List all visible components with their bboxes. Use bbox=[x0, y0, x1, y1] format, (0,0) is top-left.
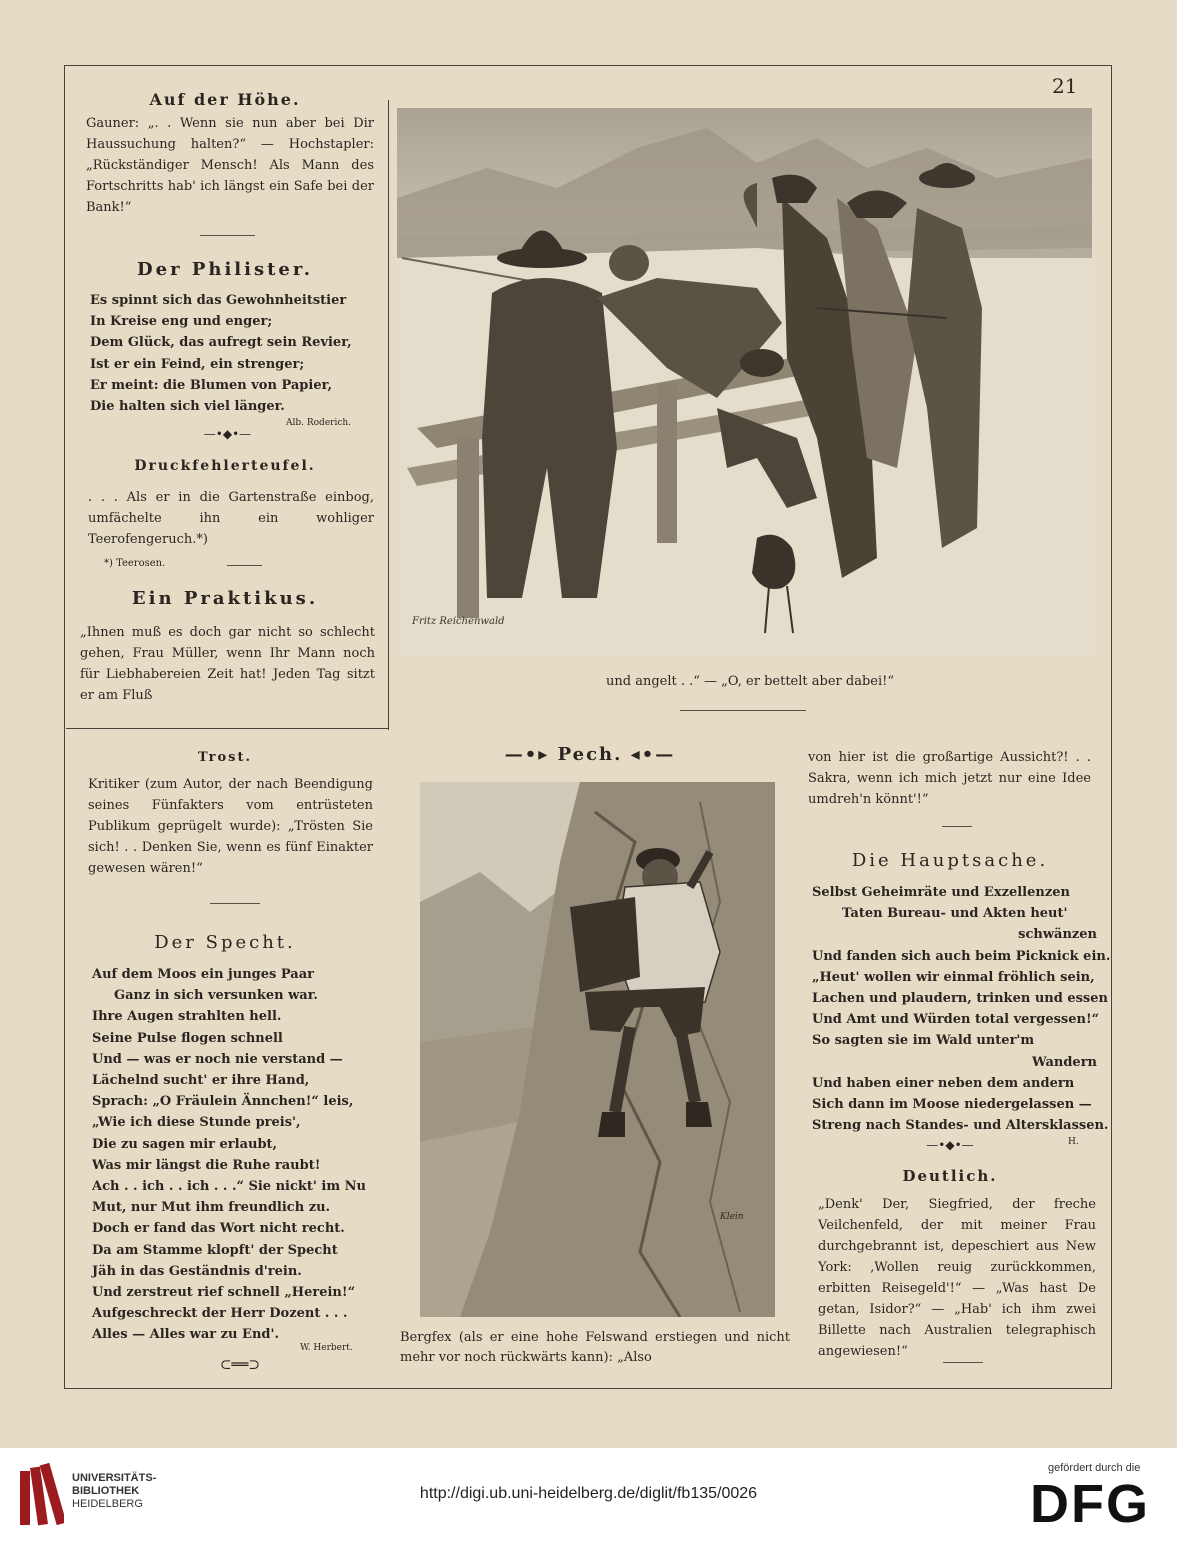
caption-top-illustration: und angelt . .“ — „O, er bettelt aber dabei!“ bbox=[606, 674, 894, 689]
poem-line: Und fanden sich auch beim Picknick ein. bbox=[812, 948, 1111, 964]
funding-label: gefördert durch die bbox=[1048, 1462, 1141, 1474]
poem-line: So sagten sie im Wald unter'm bbox=[812, 1033, 1035, 1049]
climber-signature: Klein bbox=[720, 1212, 744, 1222]
poem-line: Auf dem Moos ein junges Paar bbox=[92, 967, 314, 982]
poem-line: „Heut' wollen wir einmal fröhlich sein, bbox=[812, 969, 1095, 985]
poem-line: Doch er fand das Wort nicht recht. bbox=[92, 1221, 345, 1237]
poem-line: Mut, nur Mut ihm freundlich zu. bbox=[92, 1200, 331, 1216]
poem-line: Die zu sagen mir erlaubt, bbox=[92, 1136, 278, 1152]
poem-line: Es spinnt sich das Gewohnheitstier bbox=[90, 293, 347, 308]
illustration-drawing bbox=[397, 108, 1092, 656]
poem-line: Und haben einer neben dem andern bbox=[812, 1075, 1075, 1091]
permalink-url[interactable]: http://digi.ub.uni-heidelberg.de/diglit/fb135/0026 bbox=[419, 1485, 758, 1502]
column-divider-top bbox=[388, 100, 389, 730]
ornament: ⊂══⊃ bbox=[219, 1357, 261, 1373]
poem-line: Aufgeschreckt der Herr Dozent . . . bbox=[92, 1306, 348, 1322]
library-line: UNIVERSITÄTS- bbox=[72, 1472, 157, 1484]
title-auf-der-hoehe: Auf der Höhe. bbox=[149, 90, 301, 109]
author-philister: Alb. Roderich. bbox=[286, 418, 352, 428]
page-number: 21 bbox=[1052, 74, 1078, 98]
poem-line: Jäh in das Geständnis d'rein. bbox=[92, 1263, 302, 1279]
poem-line: Lächelnd sucht' er ihre Hand, bbox=[92, 1073, 310, 1089]
rule bbox=[227, 565, 262, 566]
poem-line: Seine Pulse flogen schnell bbox=[92, 1030, 283, 1046]
caption-pech: Bergfex (als er eine hohe Felswand erstiegen und nicht mehr vor noch rückwärts kann): „Also bbox=[400, 1330, 790, 1365]
poem-line: Taten Bureau- und Akten heut' bbox=[842, 906, 1068, 922]
poem-line: Und zerstreut rief schnell „Herein!“ bbox=[92, 1285, 356, 1301]
ornament: —•◆•— bbox=[926, 1138, 974, 1152]
poem-line: Dem Glück, das aufregt sein Revier, bbox=[90, 335, 352, 351]
poem-line: Sich dann im Moose niedergelassen — bbox=[812, 1097, 1092, 1113]
footer-bar bbox=[0, 1448, 1177, 1546]
rule bbox=[680, 710, 806, 711]
poem-line: Lachen und plaudern, trinken und essen bbox=[812, 991, 1108, 1007]
poem-line: Und Amt und Würden total vergessen!“ bbox=[812, 1012, 1100, 1028]
title-pech bbox=[500, 744, 680, 765]
rule bbox=[942, 826, 972, 827]
dfg-logo[interactable]: DFG bbox=[1030, 1474, 1150, 1534]
title-druckfehler: Druckfehlerteufel. bbox=[134, 458, 316, 474]
poem-line: Die halten sich viel länger. bbox=[90, 399, 285, 415]
title-philister: Der Philister. bbox=[137, 259, 313, 280]
poem-hauptsache bbox=[812, 882, 1111, 1136]
pech-title: Pech. bbox=[557, 744, 623, 765]
title-trost: Trost. bbox=[197, 750, 253, 765]
poem-line: Er meint: die Blumen von Papier, bbox=[90, 377, 333, 393]
title-hauptsache: Die Hauptsache. bbox=[851, 850, 1049, 871]
poem-line: Ach . . ich . . ich . . .“ Sie nickt' im Nu bbox=[92, 1179, 366, 1195]
rule bbox=[200, 235, 255, 236]
poem-line: Und — was er noch nie verstand — bbox=[92, 1051, 343, 1067]
illustration-fishing-beggar bbox=[397, 108, 1092, 656]
title-deutlich: Deutlich. bbox=[902, 1167, 998, 1185]
illustration-signature: Fritz Reichenwald bbox=[412, 616, 505, 627]
poem-line: schwänzen bbox=[1018, 927, 1097, 943]
poem-line: Ist er ein Feind, ein strenger; bbox=[90, 356, 305, 372]
section-divider bbox=[66, 728, 388, 729]
author-specht: W. Herbert. bbox=[300, 1343, 353, 1353]
poem-philister bbox=[90, 290, 380, 417]
poem-line: Sprach: „O Fräulein Ännchen!“ leis, bbox=[92, 1094, 354, 1110]
text-trost: Kritiker (zum Autor, der nach Beendigung seines Fünfakters vom entrüsteten Publikum geprügelt wurde): „Trösten Sie sich! . . Denken Sie, wenn es fünf Einakter gewesen wären!“ bbox=[88, 777, 373, 876]
poem-line: Selbst Geheimräte und Exzellenzen bbox=[812, 885, 1070, 900]
poem-specht bbox=[92, 964, 382, 1346]
poem-line: Was mir längst die Ruhe raubt! bbox=[92, 1157, 321, 1173]
rule bbox=[210, 903, 260, 904]
library-line: HEIDELBERG bbox=[72, 1498, 143, 1510]
ornament-right: ◂•— bbox=[622, 744, 676, 765]
text-praktikus: „Ihnen muß es doch gar nicht so schlecht gehen, Frau Müller, wenn Ihr Mann noch für Liebhabereien Zeit hat! Jeden Tag sitzt er am Fluß bbox=[80, 625, 375, 703]
poem-line: Ganz in sich versunken war. bbox=[114, 988, 318, 1004]
title-praktikus: Ein Praktikus. bbox=[131, 588, 319, 609]
text-pech-continuation: von hier ist die großartige Aussicht?! . . Sakra, wenn ich mich jetzt nur eine Idee umdreh'n könnt'!“ bbox=[808, 750, 1091, 807]
text-auf-der-hoehe: Gauner: „. . Wenn sie nun aber bei Dir Haussuchung halten?“ — Hochstapler: „Rückständiger Mensch! Als Mann des Fortschritts hab' ich längst ein Safe bei der Bank!“ bbox=[86, 116, 374, 215]
illustration-climber bbox=[420, 782, 775, 1317]
poem-line: Ihre Augen strahlten hell. bbox=[92, 1009, 282, 1025]
footnote-druckfehler: *) Teerosen. bbox=[104, 558, 166, 569]
climber-drawing bbox=[420, 782, 775, 1317]
text-druckfehler: . . . Als er in die Gartenstraße einbog, umfächelte ihn ein wohliger Teerofengeruch.*) bbox=[88, 490, 374, 547]
ornament: —•◆•— bbox=[203, 427, 252, 441]
title-specht: Der Specht. bbox=[154, 932, 296, 953]
rule bbox=[943, 1362, 983, 1363]
text-deutlich: „Denk' Der, Siegfried, der freche Veilchenfeld, der mit meiner Frau durchgebrannt ist, depeschiert aus New York: ‚Wollen reuig zurückkommen, erbitten Reisegeld'!“ — „Was hast De getan, Isidor?“ — „Hab' ich ihm zwei Billette nach Australien telegraphisch angewiesen!“ bbox=[818, 1197, 1096, 1359]
poem-line: „Wie ich diese Stunde preis', bbox=[92, 1115, 301, 1131]
author-hauptsache: H. bbox=[1068, 1137, 1079, 1147]
poem-line: Streng nach Standes- und Altersklassen. bbox=[812, 1118, 1109, 1134]
poem-line: Alles — Alles war zu End'. bbox=[92, 1327, 279, 1343]
poem-line: Wandern bbox=[1031, 1054, 1097, 1070]
ornament-left: —•▸ bbox=[504, 744, 558, 765]
poem-line: In Kreise eng und enger; bbox=[90, 314, 273, 330]
poem-line: Da am Stamme klopft' der Specht bbox=[92, 1242, 338, 1258]
library-line: BIBLIOTHEK bbox=[72, 1485, 140, 1497]
